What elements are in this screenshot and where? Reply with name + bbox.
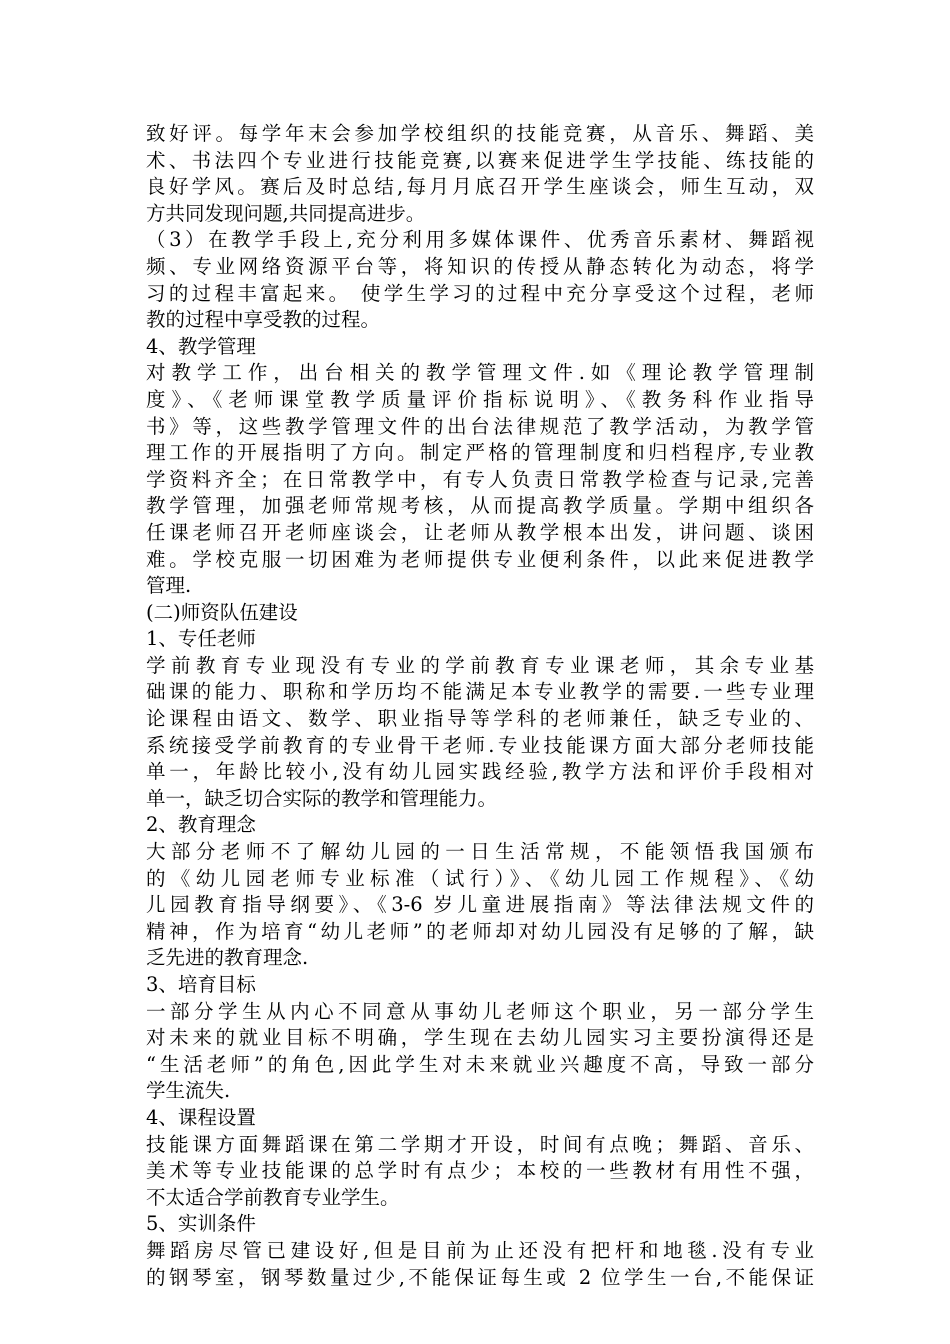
text-line: 不太适合学前教育专业学生。 xyxy=(146,1185,400,1209)
text-line: 学前教育专业现没有专业的学前教育专业课老师，其余专业基 xyxy=(146,653,814,677)
text-line: 1、专任老师 xyxy=(146,627,256,651)
text-line: 系统接受学前教育的专业骨干老师.专业技能课方面大部分老师技能 xyxy=(146,733,814,757)
text-line: 础课的能力、职称和学历均不能满足本专业教学的需要.一些专业理 xyxy=(146,680,814,704)
text-line: 难。学校克服一切困难为老师提供专业便利条件，以此来促进教学 xyxy=(146,547,814,571)
text-line: 书》等，这些教学管理文件的出台法律规范了教学活动，为教学管 xyxy=(146,414,814,438)
text-line: 度》、《老师课堂教学质量评价指标说明》、《教务科作业指导 xyxy=(146,387,814,411)
text-line: 致好评。每学年末会参加学校组织的技能竞赛，从音乐、舞蹈、美 xyxy=(146,122,814,145)
document-body xyxy=(146,121,814,1291)
text-line: 单一，缺乏切合实际的教学和管理能力。 xyxy=(146,786,498,810)
text-line: 管理. xyxy=(146,574,192,598)
text-line: 一部分学生从内心不同意从事幼儿老师这个职业，另一部分学生 xyxy=(146,999,814,1023)
text-line: 的钢琴室，钢琴数量过少,不能保证每生或 2 位学生一台,不能保证 xyxy=(146,1265,814,1289)
text-line: 2、教育理念 xyxy=(146,813,256,837)
text-line: (二)师资队伍建设 xyxy=(146,600,298,624)
text-line: 儿园教育指导纲要》、《3-6 岁儿童进展指南》等法律法规文件的 xyxy=(146,893,814,917)
text-line: 4、教学管理 xyxy=(146,334,256,358)
text-line: 3、培育目标 xyxy=(146,973,256,996)
text-line: 论课程由语文、数学、职业指导等学科的老师兼任，缺乏专业的、 xyxy=(146,707,814,731)
text-line: 美术等专业技能课的总学时有点少；本校的一些教材有用性不强， xyxy=(146,1159,814,1183)
text-line: 学生流失. xyxy=(146,1079,231,1103)
text-line: 任课老师召开老师座谈会，让老师从教学根本出发，讲问题、谈困 xyxy=(146,520,814,544)
text-line: 单一，年龄比较小,没有幼儿园实践经验,教学方法和评价手段相对 xyxy=(146,760,814,784)
text-line: 5、实训条件 xyxy=(146,1212,256,1236)
text-line: 学资料齐全；在日常教学中，有专人负责日常教学检查与记录,完善 xyxy=(146,467,814,491)
text-line: 技能课方面舞蹈课在第二学期才开设，时间有点晚；舞蹈、音乐、 xyxy=(146,1132,814,1156)
text-line: 舞蹈房尽管已建设好,但是目前为止还没有把杆和地毯.没有专业 xyxy=(146,1238,814,1262)
text-line: 方共同发现问题,共同提高进步。 xyxy=(146,201,426,225)
text-line: 良好学风。赛后及时总结,每月月底召开学生座谈会，师生互动，双 xyxy=(146,175,814,199)
text-line: 理工作的开展指明了方向。制定严格的管理制度和归档程序,专业教 xyxy=(146,441,814,465)
text-line: 教学管理，加强老师常规考核，从而提高教学质量。学期中组织各 xyxy=(146,494,814,518)
text-line: 习的过程丰富起来。 使学生学习的过程中充分享受这个过程，老师 xyxy=(146,281,814,305)
text-line: 乏先进的教育理念. xyxy=(146,946,309,970)
text-line: 精神，作为培育“幼儿老师”的老师却对幼儿园没有足够的了解，缺 xyxy=(146,919,814,943)
text-line: 频、专业网络资源平台等，将知识的传授从静态转化为动态，将学 xyxy=(146,254,814,278)
text-line: 对未来的就业目标不明确，学生现在去幼儿园实习主要扮演得还是 xyxy=(146,1026,814,1050)
text-line: （3）在教学手段上,充分利用多媒体课件、优秀音乐素材、舞蹈视 xyxy=(146,228,814,252)
text-line: 的《幼儿园老师专业标准（试行）》、《幼儿园工作规程》、《幼 xyxy=(146,866,814,890)
text-line: 4、课程设置 xyxy=(146,1105,256,1129)
text-line: “生活老师”的角色,因此学生对未来就业兴趣度不高，导致一部分 xyxy=(146,1052,814,1076)
text-line: 教的过程中享受教的过程。 xyxy=(146,308,381,332)
text-line: 术、书法四个专业进行技能竞赛,以赛来促进学生学技能、练技能的 xyxy=(146,148,814,172)
text-line: 大部分老师不了解幼儿园的一日生活常规，不能领悟我国颁布 xyxy=(146,840,814,864)
text-line: 对教学工作，出台相关的教学管理文件.如《理论教学管理制 xyxy=(146,361,814,385)
